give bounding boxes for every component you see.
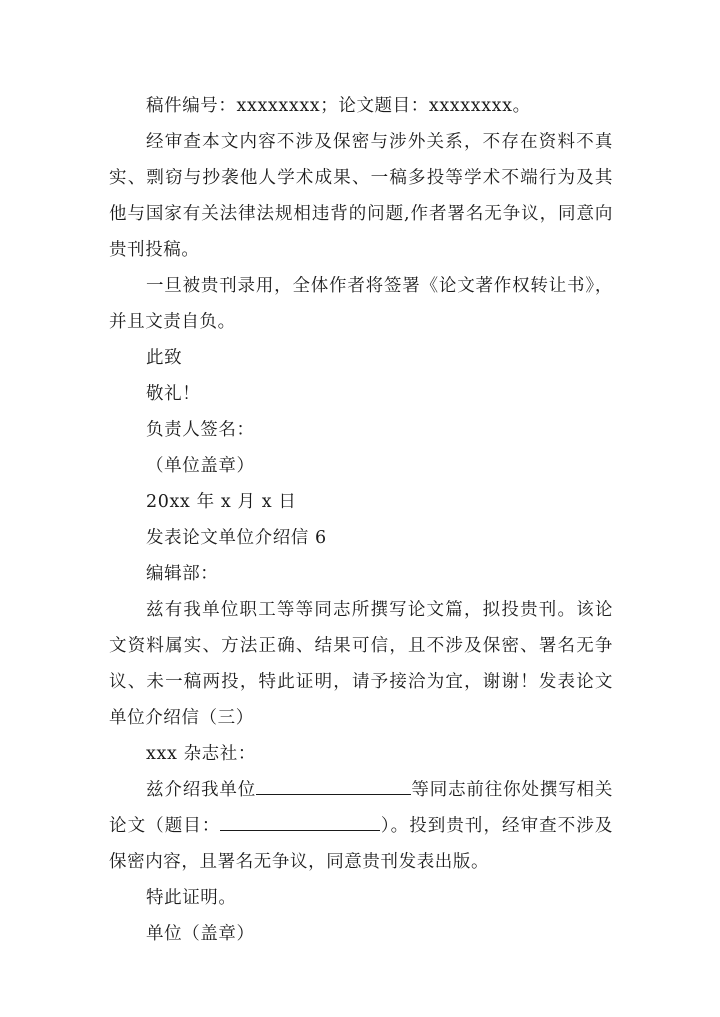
document-page xyxy=(109,88,613,952)
copyright-statement: 一旦被贵刊录用，全体作者将签署《论文著作权转让书》，并且文责自负。 xyxy=(109,276,613,332)
salutation-magazine: xxx 杂志社： xyxy=(146,744,256,764)
body-text-1: 兹介绍我单位 xyxy=(146,780,257,800)
section-title: 发表论文单位介绍信 6 xyxy=(146,528,327,548)
body-text-2: 等同志前往你处撰写相关论文（题目： xyxy=(109,780,613,836)
closing-jingli: 敬礼！ xyxy=(146,384,201,404)
manuscript-info: 稿件编号：xxxxxxxx；论文题目：xxxxxxxx。 xyxy=(146,96,531,116)
fill-blank-title xyxy=(220,813,380,831)
unit-seal-label: （单位盖章） xyxy=(146,456,255,476)
letter-date: 20xx 年 x 月 x 日 xyxy=(146,492,297,512)
introduction-body: 兹有我单位职工等等同志所撰写论文篇，拟投贵刊。该论文资料属实、方法正确、结果可信，且不涉及保密、署名无争议、未一稿两投，特此证明，请予接洽为宜，谢谢！发表论文单位介绍信（三） xyxy=(109,600,613,728)
introduction-body-fill xyxy=(109,772,613,880)
fill-blank-unit xyxy=(256,777,411,795)
proof-line: 特此证明。 xyxy=(146,888,237,908)
body-text-3: ）。投到贵刊，经审查不涉及保密内容，且署名无争议，同意贵刊发表出版。 xyxy=(109,816,613,872)
signer-label: 负责人签名： xyxy=(146,420,255,440)
closing-cizhi: 此致 xyxy=(146,348,183,368)
unit-seal-line: 单位（盖章） xyxy=(146,924,255,944)
review-statement: 经审查本文内容不涉及保密与涉外关系，不存在资料不真实、剽窃与抄袭他人学术成果、一稿多投等学术不端行为及其他与国家有关法律法规相违背的问题,作者署名无争议，同意向贵刊投稿。 xyxy=(109,132,613,260)
salutation-editorial: 编辑部： xyxy=(146,564,219,584)
